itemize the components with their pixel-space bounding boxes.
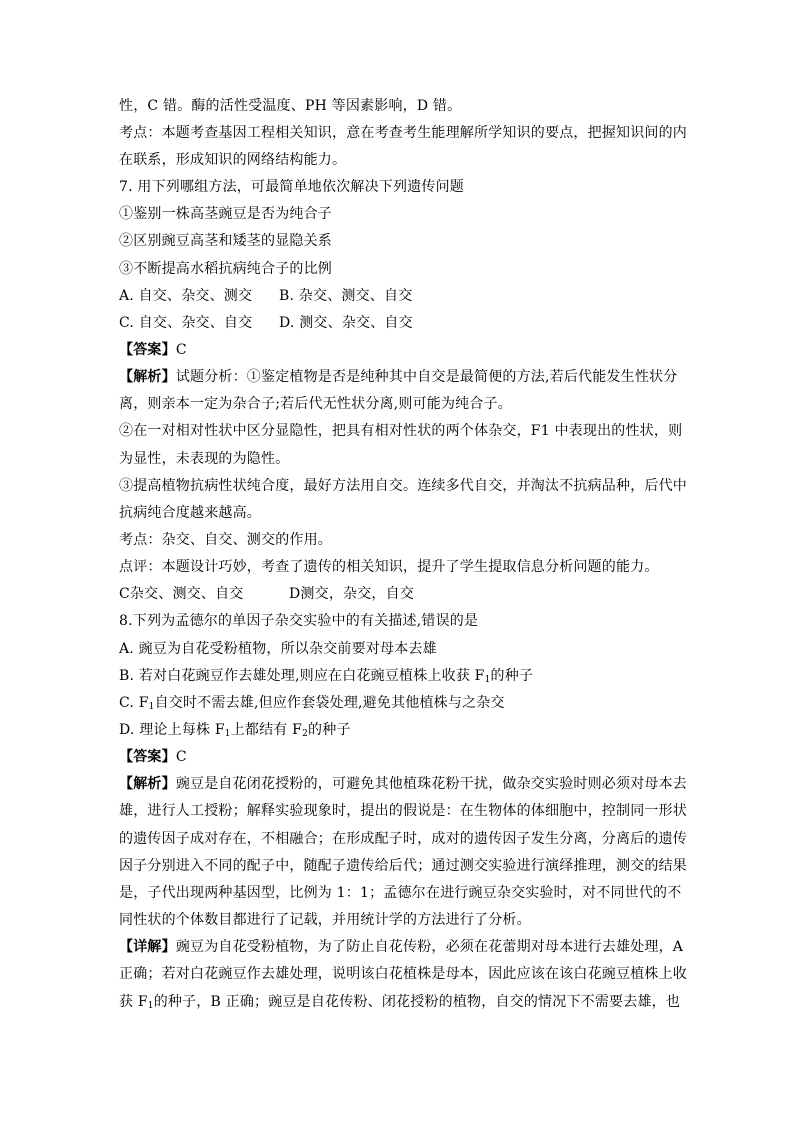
text-line: 是，子代出现两种基因型，比例为 1：1；孟德尔在进行豌豆杂交实验时，对不同世代的不	[119, 885, 682, 901]
question-7-item-1: ①鉴别一株高茎豌豆是否为纯合子	[119, 206, 332, 222]
question-7-item-3: ③不断提高水稻抗病纯合子的比例	[119, 261, 332, 277]
option-text: D. 理论上每株 F	[119, 722, 225, 738]
text-line: 正确；若对白花豌豆作去雄处理，说明该白花植株是母本，因此应该在该白花豌豆植株上收	[119, 966, 687, 982]
detail-text: 的种子，B 正确；豌豆是自花传粉、闭花授粉的植物，自交的情况下不需要去雄，也	[153, 994, 681, 1010]
text-line	[119, 993, 679, 1011]
option-text: B. 若对白花豌豆作去雄处理,则应在白花豌豆植株上收获 F	[119, 668, 485, 684]
option-text: 的种子	[490, 668, 534, 684]
question-8-option-c	[119, 694, 679, 712]
analysis-text: 试题分析：①鉴定植物是否是纯种其中自交是最简便的方法,若后代能发生性状分	[175, 369, 678, 385]
question-7-item-2: ②区别豌豆高茎和矮茎的显隐关系	[119, 233, 332, 249]
question-8-option-a: A. 豌豆为自花受粉植物，所以杂交前要对母本去雄	[119, 641, 437, 657]
option-d-summary: D测交，杂交，自交	[289, 586, 415, 602]
question-8-option-d	[119, 721, 679, 739]
text-line: 因子分别进入不同的配子中，随配子遗传给后代；通过测交实验进行演绎推理，测交的结果	[119, 858, 687, 874]
analysis-tag: 【解析】	[119, 369, 176, 385]
text-line: 考点：本题考查基因工程相关知识，意在考查考生能理解所学知识的要点，把握知识间的内	[119, 125, 687, 141]
analysis-text: 豌豆是自花闭花授粉的，可避免其他植珠花粉干扰，做杂交实验时则必须对母本去	[175, 776, 688, 792]
text-line: 性，C 错。酶的活性受温度、PH 等因素影响，D 错。	[119, 98, 462, 114]
subscript: 1	[147, 1001, 154, 1011]
text-line: 为显性，未表现的为隐性。	[119, 451, 290, 467]
option-text: 自交时不需去雄,但应作套袋处理,避免其他植株与之杂交	[154, 695, 505, 711]
question-7-answer	[119, 341, 679, 359]
text-line: 点评：本题设计巧妙，考查了遗传的相关知识，提升了学生提取信息分析问题的能力。	[119, 559, 659, 575]
text-line: 在联系，形成知识的网络结构能力。	[119, 152, 347, 168]
subscript: 2	[302, 729, 309, 739]
text-line: 的遗传因子成对存在，不相融合；在形成配子时，成对的遗传因子发生分离，分离后的遗传	[119, 831, 687, 847]
option-d: D. 测交、杂交、自交	[279, 315, 413, 331]
text-line: 雄，进行人工授粉；解释实验现象时，提出的假说是：在生物体的体细胞中，控制同一形状	[119, 803, 687, 819]
text-line: 离，则亲本一定为杂合子;若后代无性状分离,则可能为纯合子。	[119, 396, 512, 412]
option-c: C. 自交、杂交、自交	[119, 315, 253, 331]
text-line: 同性状的个体数目都进行了记载，并用统计学的方法进行了分析。	[119, 912, 531, 928]
option-c-summary: C杂交、测交、自交	[119, 586, 244, 602]
analysis-tag: 【解析】	[119, 776, 176, 792]
detail-tag: 【详解】	[119, 939, 176, 955]
question-7-analysis	[119, 368, 679, 386]
subscript: 1	[148, 702, 155, 712]
detail-text: 豌豆为自花受粉植物，为了防止自花传粉，必须在花蕾期对母本进行去雄处理，A	[175, 939, 684, 955]
question-8-answer	[119, 748, 679, 766]
question-8-detail	[119, 938, 684, 956]
text-line: ②在一对相对性状中区分显隐性，把具有相对性状的两个体杂交，F1 中表现出的性状，则	[119, 423, 683, 439]
question-8-option-b	[119, 667, 679, 685]
text-line: 抗病纯合度越来越高。	[119, 505, 261, 521]
subscript: 1	[484, 675, 491, 685]
answer-tag: 【答案】	[119, 342, 176, 358]
option-text: 上都结有 F	[230, 722, 303, 738]
detail-text: 获 F	[119, 994, 148, 1010]
option-b: B. 杂交、测交、自交	[279, 288, 413, 304]
question-8-stem: 8.下列为孟德尔的单因子杂交实验中的有关描述,错误的是	[119, 613, 479, 629]
question-8-analysis	[119, 775, 688, 793]
text-line: ③提高植物抗病性状纯合度，最好方法用自交。连续多代自交，并淘汰不抗病品种，后代中	[119, 478, 687, 494]
text-line: 考点：杂交、自交、测交的作用。	[119, 532, 332, 548]
subscript: 1	[224, 729, 231, 739]
option-text: C. F	[119, 695, 149, 711]
question-7-stem: 7. 用下列哪组方法，可最简单地依次解决下列遗传问题	[119, 179, 465, 195]
answer-value: C	[175, 749, 187, 765]
option-text: 的种子	[308, 722, 351, 738]
option-a: A. 自交、杂交、测交	[119, 288, 253, 304]
answer-tag: 【答案】	[119, 749, 176, 765]
answer-value: C	[175, 342, 187, 358]
